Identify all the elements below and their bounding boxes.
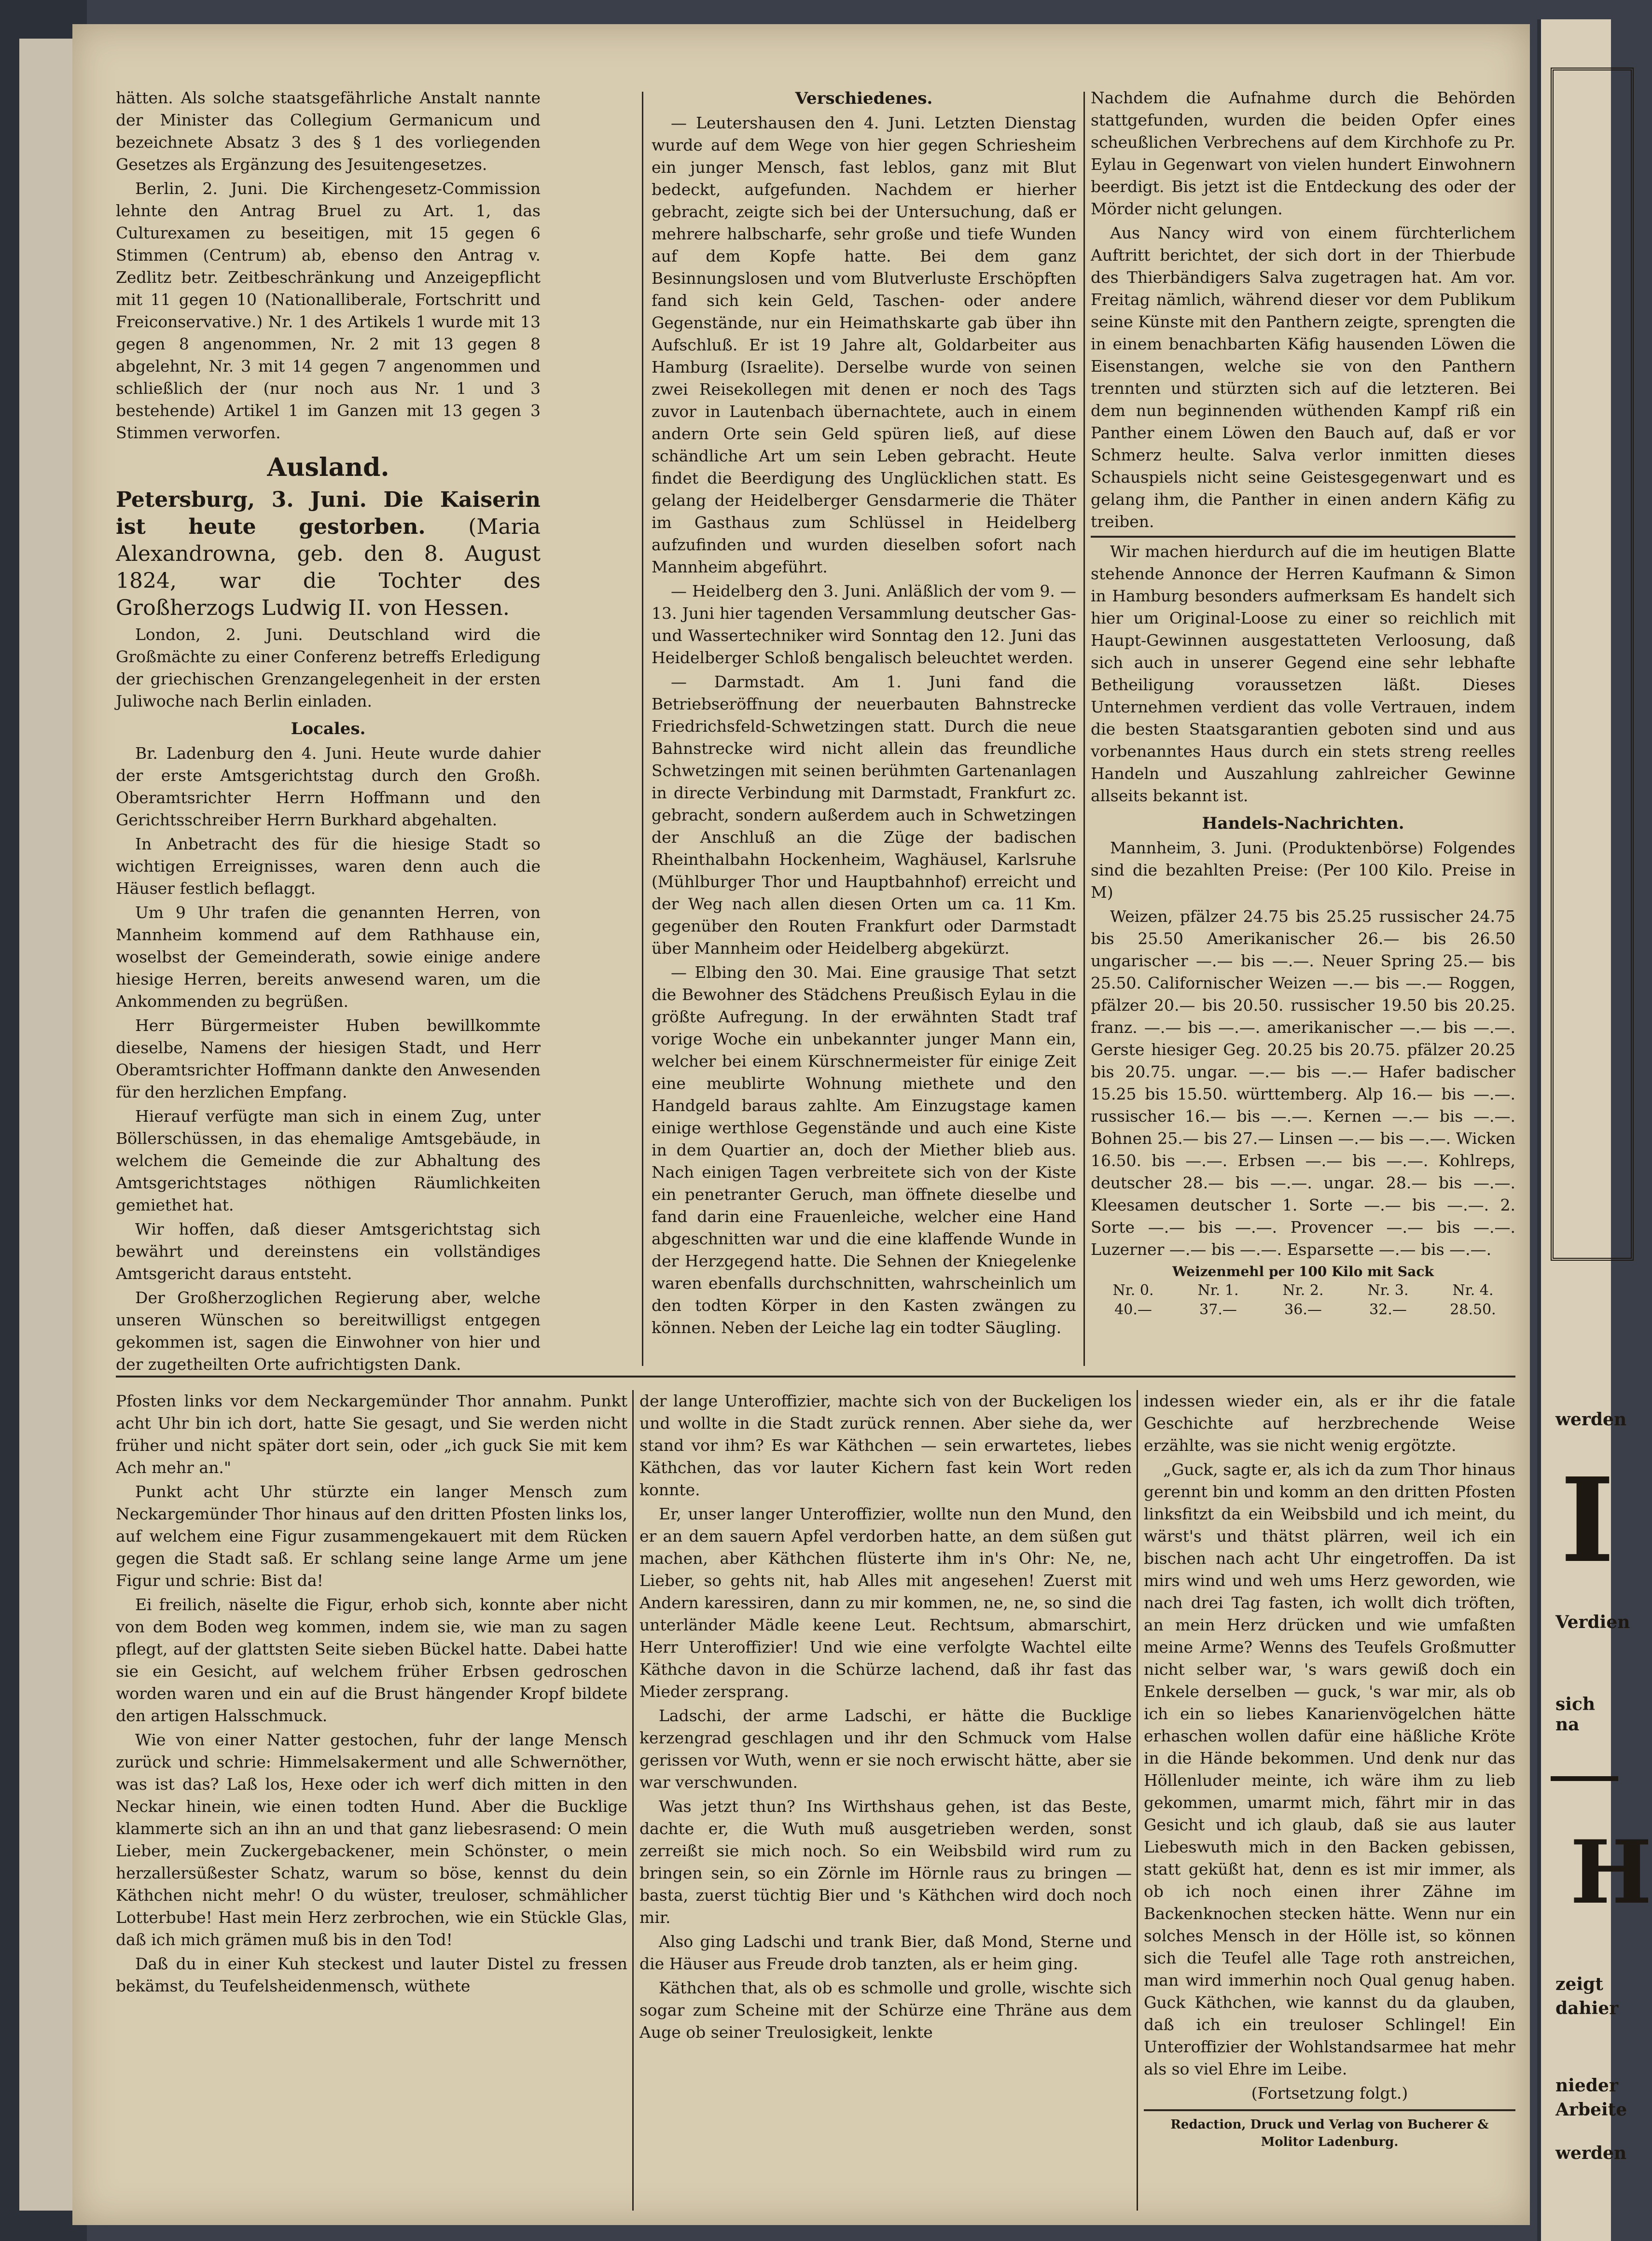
table-header-cell: Nr. 1.	[1197, 1282, 1239, 1299]
text-paragraph: — Heidelberg den 3. Juni. Anläßlich der vom 9. — 13. Juni hier tagenden Versammlung deutscher Gas- und Wassertechniker wird Sonntag den 12. Juni das Heidelberger Schloß bengalisch beleuchtet werden.	[652, 582, 1076, 667]
adjacent-word: Verdien	[1555, 1612, 1630, 1632]
newspaper-page	[72, 24, 1530, 2225]
text-paragraph: Punkt acht Uhr stürzte ein langer Mensch zum Neckargemünder Thor hinaus auf den dritten Pfosten links los, auf welchem eine Figur zusammengekauert mit dem Rücken gegen die Stadt saß. Er schlang seine lange Arme um jene Figur und schrie: Bist da!	[116, 1482, 627, 1590]
text-paragraph: Hierauf verfügte man sich in einem Zug, unter Böllerschüssen, in das ehemalige Amtsgebäude, in welchem die Gemeinde die zur Abhaltung des Amtsgerichtstages nöthigen Räumlichkeiten gemiethet hat.	[116, 1107, 541, 1214]
text-paragraph: hätten. Als solche staatsgefährliche Anstalt nannte der Minister das Collegium Germanicum und bezeichnete Absatz 3 des § 1 des vorliegenden Gesetzes als Ergänzung des Jesuitengesetzes.	[116, 88, 541, 174]
text-paragraph: Um 9 Uhr trafen die genannten Herren, von Mannheim kommend auf dem Rathhause ein, woselbst der Gemeinderath, sowie einige andere hiesige Herren, bereits anwesend waren, um die Ankommenden zu begrüßen.	[116, 903, 541, 1011]
text-paragraph: Daß du in einer Kuh steckest und lauter Distel zu fressen bekämst, du Teufelsheidenmensch, wüthete	[116, 1954, 627, 1995]
adjacent-page	[1537, 19, 1652, 2241]
section-heading-verschiedenes: Verschiedenes.	[795, 89, 933, 108]
ornamental-border	[1551, 68, 1634, 1261]
text-paragraph: Herr Bürgermeister Huben bewillkommte dieselbe, Namens der hiesigen Stadt, und Herr Oberamtsrichter Hoffmann dankte den Anwesenden für den herzlichen Empfang.	[116, 1016, 541, 1101]
text-paragraph: — Leutershausen den 4. Juni. Letzten Dienstag wurde auf dem Wege von hier gegen Schriesheim ein junger Mensch, fast leblos, ganz mit Blut bedeckt, aufgefunden. Nachdem er hierher gebracht, zeigte sich bei der Untersuchung, daß er mehrere halbscharfe, sehr große und tiefe Wunden auf dem Kopfe hatte. Bei dem ganz Besinnungslosen und vom Blutverluste Erschöpften fand sich kein Geld, Taschen- oder andere Gegenstände, nur ein Heimathskarte gab über ihn Aufschluß. Er ist 19 Jahre alt, Goldarbeiter aus Hamburg (Israelite). Derselbe wurde von seinen zwei Reisekollegen mit denen er noch des Tags zuvor in Lautenbach übernachtete, auch in einem andern Orte sein Geld spüren ließ, auf diese schändliche Art um sein Leben gebracht. Heute findet die Beerdigung des Unglücklichen statt. Es gelang der Heidelberger Gensdarmerie die Thäter im Gasthaus zum Schlüssel in Heidelberg aufzufinden und wurden dieselben sofort nach Mannheim abgeführt.	[652, 113, 1076, 576]
text-paragraph: Nachdem die Aufnahme durch die Behörden stattgefunden, wurden die beiden Opfer eines scheußlichen Verbrechens auf dem Kirchhofe zu Pr. Eylau in Gegenwart von vielen hundert Einwohnern beerdigt. Bis jetzt ist die Entdeckung des oder der Mörder nicht gelungen.	[1091, 88, 1515, 218]
section-divider	[116, 1376, 1515, 1378]
adjacent-word: werden	[1555, 1409, 1627, 1430]
table-value-cell: 32.—	[1369, 1301, 1407, 1318]
column-rule	[642, 92, 643, 1366]
adjacent-rule	[1551, 1776, 1618, 1781]
divider	[1091, 536, 1515, 538]
table-header-cell: Nr. 2.	[1282, 1282, 1324, 1299]
text-paragraph: London, 2. Juni. Deutschland wird die Großmächte zu einer Conferenz betreffs Erledigung der griechischen Grenzangelegenheit in der ersten Juliwoche nach Berlin einladen.	[116, 625, 541, 710]
lead-headline-bold: Petersburg, 3. Juni. Die Kaiserin ist heute gestorben.	[116, 487, 541, 539]
text-paragraph: Wir machen hierdurch auf die im heutigen Blatte stehende Annonce der Herren Kaufmann & Simon in Hamburg besonders aufmerksam Es handelt sich hier um Original-Loose zu einer so reichlich mit Haupt-Gewinnen ausgestatteten Verloosung, daß sich auch in unserer Gegend eine sehr lebhafte Betheiligung voraussetzen läßt. Dieses Unternehmen verdient das volle Vertrauen, indem die besten Staatsgarantien geboten sind und aus vorbenanntes Haus durch ein stets streng reelles Handeln und Auszahlung zahlreicher Gewinne allseits bekannt ist.	[1091, 542, 1515, 805]
text-paragraph: Was jetzt thun? Ins Wirthshaus gehen, ist das Beste, dachte er, die Wuth muß ausgetrieben werden, sonst zerreißt sie mich noch. So ein Weibsbild wird rum zu bringen sein, so ein Zörnle im Hörnle raus zu bringen — basta, zuerst tüchtig Bier und 's Käthchen wird doch noch mir.	[639, 1797, 1132, 1927]
text-paragraph: Käthchen that, als ob es schmolle und grolle, wischte sich sogar zum Scheine mit der Schürze eine Thräne aus dem Auge ob seiner Treulosigkeit, lenkte	[639, 1978, 1132, 2042]
text-paragraph: Aus Nancy wird von einem fürchterlichem Auftritt berichtet, der sich dort in der Thierbude des Thierbändigers Salva zugetragen hat. Am vor. Freitag nämlich, während dieser vor dem Publikum seine Künste mit den Panthern zeigte, sprengten die in einem benachbarten Käfig hausenden Löwen die Eisenstangen, welche sie von den Panthern trennten und stürzten sich auf die letzteren. Bei dem nun beginnenden wüthenden Kampf riß ein Panther einem Löwen den Bauch auf, daß er vor Schmerz heulte. Salva verlor inmitten dieses Schauspiels nicht seine Geistesgegenwart und es gelang ihm, die Panther in einen andern Käfig zu treiben.	[1091, 223, 1515, 531]
text-paragraph: Berlin, 2. Juni. Die Kirchengesetz-Commission lehnte den Antrag Bruel zu Art. 1, das Culturexamen zu beseitigen, mit 15 gegen 6 Stimmen (Centrum) ab, ebenso den Antrag v. Zedlitz betr. Zeitbeschränkung und Anzeigepflicht mit 11 gegen 10 (Nationalliberale, Fortschritt und Freiconservative.) Nr. 1 des Artikels 1 wurde mit 13 gegen 8 angenommen, Nr. 2 mit 13 gegen 8 abgelehnt, Nr. 3 mit 14 gegen 7 angenommen und schließlich der (nur noch aus Nr. 1 und 3 bestehende) Artikel 1 im Ganzen mit 13 gegen 3 Stimmen verworfen.	[116, 179, 541, 442]
lead-headline-rest: (Maria Alexandrowna, geb. den 8. August 1824, war die Tochter des Großherzogs Ludwig II. von Hessen.	[116, 515, 541, 620]
text-paragraph: Wie von einer Natter gestochen, fuhr der lange Mensch zurück und schrie: Himmelsakerment und alle Schwernöther, was ist das? Laß los, Hexe oder ich werf dich mitten in den Neckar hinein, wie einen todten Hund. Aber die Bucklige klammerte sich an ihn an und that ganz liebesrasend: O mein Lieber, mein Zuckergebackener, mein Schönster, o mein herzallersüßester Schatz, warum so böse, kennst du dein Käthchen nicht mehr! O du wüster, treuloser, schmählicher Lotterbube! Hast mein Herz zerbrochen, wie ein Stückle Glas, daß ich mich grämen muß bis in den Tod!	[116, 1730, 627, 1949]
text-paragraph: Ei freilich, näselte die Figur, erhob sich, konnte aber nicht von dem Boden weg kommen, indem sie, wie man zu sagen pflegt, auf der glattsten Seite sieben Bückel hatte. Dabei hatte sie ein Gesicht, auf welchem früher Erbsen gedroschen worden waren und ein auf die Brust hängender Kropf bildete den artigen Halsschmuck.	[116, 1595, 627, 1725]
table-value-cell: 28.50.	[1450, 1301, 1496, 1318]
text-paragraph: Weizen, pfälzer 24.75 bis 25.25 russischer 24.75 bis 25.50 Amerikanischer 26.— bis 26.50 ungarischer —.— bis —.—. Neuer Spring 25.— bis 25.50. Californischer Weizen —.— bis —.— Roggen, pfälzer 20.— bis 20.50. russischer 19.50 bis 20.25. franz. —.— bis —.—. amerikanischer —.— bis —.—. Gerste hiesiger Geg. 20.25 bis 20.75. pfälzer 20.25 bis 20.75. ungar. —.— bis —.— Hafer badischer 15.25 bis 15.50. württemberg. Alp 16.— bis —.—. russischer 16.— bis —.—. Kernen —.— bis —.—. Bohnen 25.— bis 27.— Linsen —.— bis —.—. Wicken 16.50. bis —.—. Erbsen —.— bis —.—. Kohlreps, deutscher 28.— bis —.—. ungar. 28.— bis —.—. Kleesamen deutscher 1. Sorte —.— bis —.—. 2. Sorte —.— bis —.—. Provencer —.— bis —.—. Luzerner —.— bis —.—. Esparsette —.— bis —.—.	[1091, 907, 1515, 1259]
lead-headline	[116, 487, 541, 622]
adjacent-word: zeigt	[1555, 1974, 1603, 1994]
adjacent-word: dahier	[1555, 1998, 1619, 2018]
section-heading-handel: Handels-Nachrichten.	[1202, 814, 1404, 833]
flour-price-table	[1091, 1281, 1515, 1320]
adjacent-word: sich na	[1555, 1694, 1596, 1735]
lower-column-1	[116, 1390, 627, 1999]
text-paragraph: In Anbetracht des für die hiesige Stadt so wichtigen Erreignisses, waren denn auch die Häuser festlich beflaggt.	[116, 835, 541, 898]
divider	[1144, 2109, 1515, 2111]
imprint: Redaction, Druck und Verlag von Bucherer & Molitor Ladenburg.	[1170, 2117, 1489, 2149]
text-paragraph: Mannheim, 3. Juni. (Produktenbörse) Folgendes sind die bezahlten Preise: (Per 100 Kilo. Preise in M)	[1091, 838, 1515, 902]
column-rule	[632, 1390, 634, 2211]
table-value-cell: 40.—	[1114, 1301, 1152, 1318]
flour-table-title: Weizenmehl per 100 Kilo mit Sack	[1172, 1264, 1434, 1280]
continuation-note: (Fortsetzung folgt.)	[1251, 2084, 1408, 2102]
text-paragraph: Er, unser langer Unteroffizier, wollte nun den Mund, den er an dem sauern Apfel verdorben hatte, an dem süßen gut machen, aber Käthchen flüsterte ihm in's Ohr: Ne, ne, Lieber, so gehts nit, hab Alles mit angesehen! Zuerst mit Andern karessiren, dann zu mir kommen, ne, ne, so sind die unterländer Mädle keene Leut. Rechtsum, abmarschirt, Herr Unteroffizier! Und wie eine verfolgte Wachtel eilte Käthche davon in die Schürze lachend, daß ihr fast das Mieder zersprang.	[639, 1504, 1132, 1701]
adjacent-large-letter: H	[1570, 1822, 1652, 1923]
table-value-cell: 37.—	[1199, 1301, 1237, 1318]
text-paragraph: Ladschi, der arme Ladschi, er hätte die Bucklige kerzengrad geschlagen und ihr den Schmuck vom Halse gerissen vor Wuth, wenn er sie noch erwischt hätte, aber sie war verschwunden.	[639, 1706, 1132, 1792]
table-header-cell: Nr. 3.	[1367, 1282, 1409, 1299]
column-rule	[1137, 1390, 1138, 2211]
upper-column-3	[1091, 87, 1515, 1320]
adjacent-large-letter: I	[1560, 1452, 1615, 1588]
text-paragraph: „Guck, sagte er, als ich da zum Thor hinaus gerennt bin und komm an den dritten Pfosten linksfitzt da ein Weibsbild und ich meint, du wärst's und thätst plärren, weil ich ein bischen nach acht Uhr eingetroffen. Da ist mirs wind und weh ums Herz geworden, wie nach drei Tag fasten, ich wollt dich tröften, an mein Herz drücken und wie umfaßten meine Arme? Wenns des Teufels Großmutter nicht selber war, 's wars gewiß doch ein Enkele derselben — guck, 's war mir, als ob ich ein so liebes Kanarienvögelchen hätte erhaschen wollen dafür eine häßliche Kröte in die Hände bekommen. Und denk nur das Höllenluder meinte, ich wäre ihm zu lieb gekommen, umarmt mich, fährt mir in das Gesicht und ich glaub, daß sie aus lauter Liebeswuth mich in den Backen gebissen, statt geküßt hat, denn es ist mir immer, als ob ich noch einen ihrer Zähne im Backenknochen stecken hätte. Wenn nur ein solches Mensch in der Hölle ist, so können sich die Teufel alle Tage roth anstreichen, man wird immerhin noch Qual genug haben. Guck Käthchen, wie kannst du da glauben, daß ich ein treuloser Schlingel! Ein Unteroffizier der Wohlstandsarmee hat mehr als so viel Ehre im Leibe.	[1144, 1460, 1515, 2078]
adjacent-word: Arbeite	[1555, 2100, 1627, 2120]
text-paragraph: Der Großherzoglichen Regierung aber, welche unseren Wünschen so bereitwilligst entgegen gekommen ist, sagen die Einwohner von hier und der zugetheilten Orte aufrichtigsten Dank.	[116, 1288, 541, 1374]
section-heading-ausland: Ausland.	[267, 453, 389, 482]
table-header-cell: Nr. 4.	[1452, 1282, 1494, 1299]
text-paragraph: — Darmstadt. Am 1. Juni fand die Betriebseröffnung der neuerbauten Bahnstrecke Friedrichsfeld-Schwetzingen statt. Durch die neue Bahnstrecke wird nicht allein das freundliche Schwetzingen mit seinen berühmten Gartenanlagen in directe Verbindung mit Darmstadt, Frankfurt zc. gebracht, sondern außerdem auch in Schwetzingen der Anschluß an die Züge der badischen Rheinthalbahn Hockenheim, Waghäusel, Karlsruhe (Mühlburger Thor und Hauptbahnhof) erreicht und der Weg nach allen diesen Orten um ca. 11 Km. gegenüber den Routen Frankfurt oder Darmstadt über Mannheim oder Heidelberg abgekürzt.	[652, 672, 1076, 958]
text-paragraph: Also ging Ladschi und trank Bier, daß Mond, Sterne und die Häuser aus Freude drob tanzten, als er heim ging.	[639, 1932, 1132, 1973]
text-paragraph: indessen wieder ein, als er ihr die fatale Geschichte auf herzbrechende Weise erzählte, was sie nicht wenig ergötzte.	[1144, 1392, 1515, 1455]
adjacent-word: werden	[1555, 2143, 1627, 2163]
lower-column-3	[1144, 1390, 1515, 2151]
text-paragraph: Wir hoffen, daß dieser Amtsgerichtstag sich bewährt und dereinstens ein vollständiges Amtsgericht daraus entsteht.	[116, 1220, 541, 1283]
adjacent-word: nieder	[1555, 2075, 1618, 2096]
table-header-cell: Nr. 0.	[1112, 1282, 1154, 1299]
column-rule	[1083, 92, 1085, 1366]
text-paragraph: Pfosten links vor dem Neckargemünder Thor annahm. Punkt acht Uhr bin ich dort, hatte Sie gesagt, und Sie werden nicht früher und nicht später dort sein, oder „ich guck Sie mit kem Ach mehr an."	[116, 1392, 627, 1477]
upper-column-2	[652, 87, 1076, 1341]
table-value-cell: 36.—	[1284, 1301, 1322, 1318]
text-paragraph: — Elbing den 30. Mai. Eine grausige That setzt die Bewohner des Städchens Preußisch Eylau in die größte Aufregung. In der erwähnten Stadt traf vorige Woche ein unbekannter junger Mann ein, welcher bei einem Kürschnermeister für einige Zeit eine meublirte Wohnung miethete und den Handgeld baraus zahlte. Am Einzugstage kamen einige werthlose Gegenstände und auch eine Kiste in dem Quartier an, doch der Miether blieb aus. Nach einigen Tagen verbreitete sich von der Kiste ein penetranter Geruch, man öffnete dieselbe und fand darin eine Frauenleiche, welcher eine Hand abgeschnitten war und die eine klaffende Wunde in der Herzgegend hatte. Die Sehnen der Kniegelenke waren ebenfalls durchschnitten, wahrscheinlich um den todten Körper in den Kasten zwängen zu können. Neben der Leiche lag ein todter Säugling.	[652, 963, 1076, 1337]
text-paragraph: der lange Unteroffizier, machte sich von der Buckeligen los und wollte in die Stadt zurück rennen. Aber siehe da, wer stand vor ihm? Es war Käthchen — sein erwartetes, liebes Käthchen, das vor lauter Kichern fast kein Wort reden konnte.	[639, 1392, 1132, 1499]
text-paragraph: Br. Ladenburg den 4. Juni. Heute wurde dahier der erste Amtsgerichtstag durch den Großh. Oberamtsrichter Herrn Hoffmann und den Gerichtsschreiber Herrn Burkhard abgehalten.	[116, 744, 541, 829]
upper-column-1	[116, 87, 541, 1378]
page-edge	[19, 39, 75, 2211]
lower-column-2	[639, 1390, 1132, 2046]
section-heading-locales: Locales.	[291, 719, 366, 738]
